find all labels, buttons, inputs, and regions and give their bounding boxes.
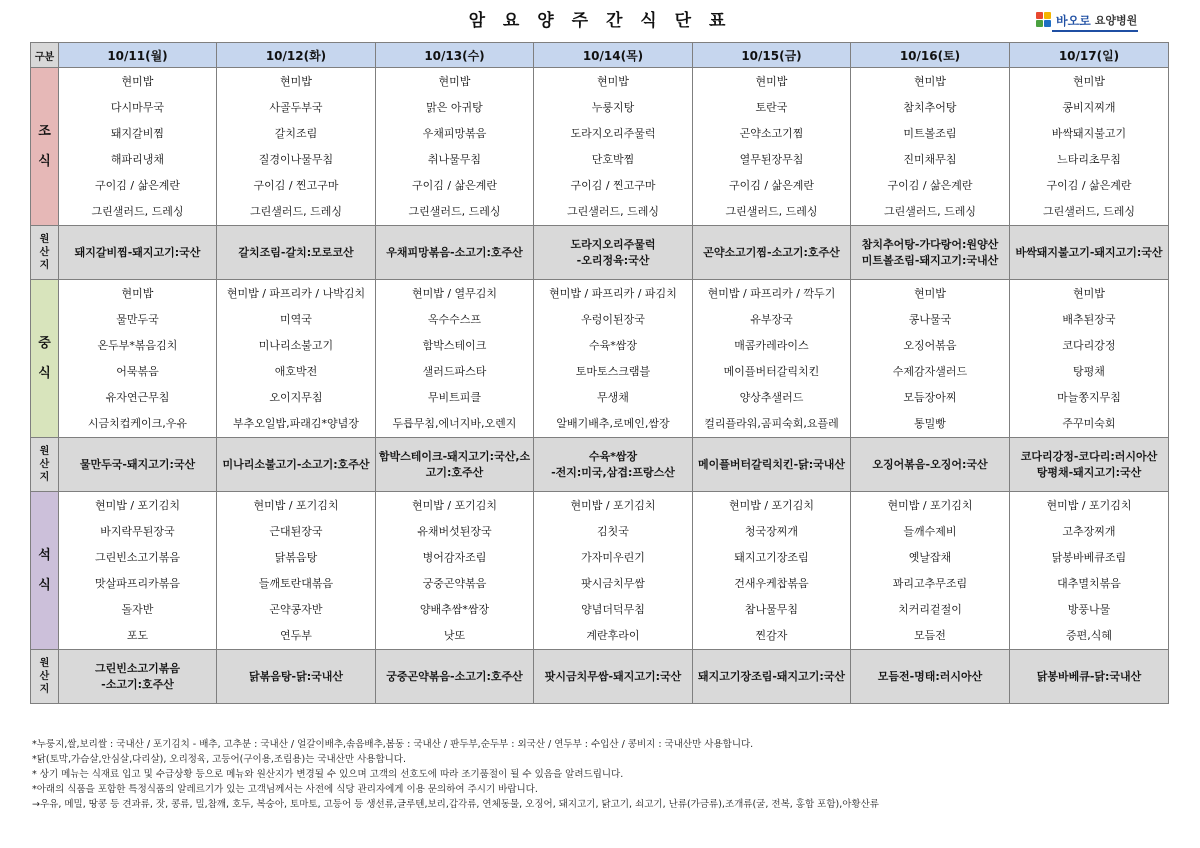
menu-item: 양배추쌈*쌈장 [419,602,490,616]
menu-item: 현미밥 / 포기김치 [411,498,498,512]
menu-item-list [851,69,1009,225]
origin-label-char: 산 [39,247,50,258]
origin-cell [217,650,376,704]
menu-item: 물만두국 [116,312,159,326]
menu-item: 옛날잡채 [908,550,952,564]
menu-item: 우렁이된장국 [581,312,645,326]
menu-item: 매콤카레라이스 [734,338,809,352]
menu-item: 들깨토란대볶음 [258,576,334,590]
origin-line: 오징어볶음-오징어:국산 [872,457,988,471]
logo-name: 바오로 [1056,13,1091,28]
menu-body [31,68,1169,704]
menu-item: 현미밥 / 파프리카 / 파김치 [549,286,677,300]
hospital-logo [1036,9,1137,31]
menu-item-list [534,281,692,437]
menu-item-list [217,69,375,225]
day-menu-cell [851,280,1010,438]
origin-line: 코다리강정-코다리:러시아산 [1020,449,1158,463]
logo-underline [1052,30,1138,32]
origin-cell [534,650,693,704]
notes [32,737,1172,812]
day-menu-cell [693,280,851,438]
origin-line: 닭봉바베큐-닭:국내산 [1036,669,1142,683]
day-header: 10/15(금) [693,43,851,68]
menu-item: 바지락무된장국 [100,524,175,538]
menu-item: 가자미우린기 [581,550,645,564]
origin-label-char: 원 [39,658,50,669]
origin-line: 궁중곤약볶음-소고기:호주산 [386,669,523,683]
day-header: 10/17(일) [1010,43,1169,68]
menu-item: 닭봉바베큐조림 [1051,550,1127,564]
origin-cell [376,438,534,492]
menu-item: 마늘쫑지무침 [1057,390,1121,404]
day-menu-cell [693,492,851,650]
menu-item: 양념더덕무침 [581,602,645,616]
menu-item: 현미밥 / 열무김치 [411,286,498,300]
origin-cell [376,226,534,280]
menu-item: 현미밥 [914,286,946,300]
day-header: 10/16(토) [851,43,1010,68]
menu-item: 해파리냉채 [110,152,165,166]
origin-cell [851,226,1010,280]
menu-item-list [1010,281,1168,437]
menu-item-list [851,281,1009,437]
menu-item: 어묵볶음 [116,364,159,378]
day-menu-cell [59,280,217,438]
day-header: 10/13(수) [376,43,534,68]
day-menu-cell [534,280,693,438]
menu-item-list [693,493,850,649]
origin-line: -전지:미국,삼겹:프랑스산 [551,465,675,479]
menu-item: 그린샐러드, 드레싱 [566,204,659,218]
note-line: *누룽지,쌀,보리쌀 : 국내산 / 포기김치 - 배추, 고추분 : 국내산 / 얼갈이배추,솎음배추,봄동 : 국내산 / 판두부,순두부 : 외국산 / 연두부 : 수입산 / 콩비지 : 국내산만 사용합니다. [32,739,754,750]
day-menu-cell [851,492,1010,650]
day-header: 10/12(화) [217,43,376,68]
day-menu-cell [376,492,534,650]
day-menu-cell [59,68,217,226]
origin-cell [534,226,693,280]
menu-item: 참치추어탕 [903,100,957,114]
meal-label-char: 석 [38,547,51,563]
origin-line: 닭볶음탕-닭:국내산 [249,669,343,683]
menu-item: 돌자반 [121,602,154,616]
menu-item: 진미채무침 [903,152,957,166]
menu-item: 현미밥 [280,74,312,88]
menu-item: 사골두부국 [269,100,323,114]
menu-item: 유채버섯된장국 [417,524,492,538]
menu-item: 코다리강정 [1062,338,1116,352]
menu-item-list [1010,69,1168,225]
menu-item-list [376,69,533,225]
meal-label-char: 중 [38,335,51,351]
origin-cell [534,438,693,492]
origin-cell [693,650,851,704]
menu-item: 토란국 [755,100,788,114]
note-line: *아래의 식품을 포함한 특정식품의 알레르기가 있는 고객님께서는 사전에 식당 관리자에게 이용 문의하여 주시기 바랍니다. [32,784,538,795]
menu-item: 함박스테이크 [422,338,487,352]
menu-item: 토마토스크램블 [575,364,651,378]
menu-item: 고추장찌개 [1062,524,1116,538]
logo-mark-icon [1036,12,1052,28]
menu-item: 그린샐러드, 드레싱 [91,204,184,218]
origin-row [31,438,1169,492]
menu-item: 찐감자 [755,628,788,642]
origin-line: 참치추어탕-가다랑어:원양산 [861,237,999,251]
menu-item: 그린빈소고기볶음 [94,550,180,564]
origin-line: 팟시금치무쌈-돼지고기:국산 [544,669,682,683]
menu-item: 현미밥 / 포기김치 [570,498,656,512]
menu-item: 온두부*볶음김치 [97,338,178,352]
menu-item: 두릅무침,에너지바,오렌지 [392,416,517,430]
menu-item-list [1010,493,1168,649]
menu-item: 구이김 / 삶은계란 [411,178,498,192]
origin-line: 물만두국-돼지고기:국산 [79,457,196,471]
origin-cell [693,438,851,492]
menu-item: 양상추샐러드 [739,390,804,404]
menu-item-list [217,281,375,437]
dinner-label [31,492,59,650]
origin-line: 고기:호주산 [425,465,484,479]
origin-label-char: 원 [39,234,50,245]
menu-item: 닭볶음탕 [274,550,318,564]
day-menu-cell [217,492,376,650]
origin-label-char: 원 [39,446,50,457]
menu-item: 구이김 / 찐고구마 [253,178,339,192]
menu-item-list [217,493,375,649]
day-menu-cell [1010,492,1169,650]
menu-item: 연두부 [280,628,312,642]
header-row [31,43,1169,68]
origin-label [31,650,59,704]
origin-line: 모듬전-명태:러시아산 [877,669,983,683]
menu-item: 다시마무국 [110,100,165,114]
origin-cell [693,226,851,280]
meal-label-char: 식 [38,577,51,593]
menu-item: 구이김 / 삶은계란 [887,178,973,192]
menu-item: 치커리겉절이 [898,602,962,616]
day-menu-cell [217,280,376,438]
origin-cell [376,650,534,704]
menu-item: 바싹돼지불고기 [1051,126,1127,140]
menu-item: 곤약콩자반 [269,602,323,616]
menu-item: 열무된장무침 [739,152,804,166]
menu-item-list [59,281,216,437]
origin-label [31,438,59,492]
menu-item: 모듬전 [914,628,946,642]
menu-item: 유자연근무침 [105,390,170,404]
menu-item: 팟시금치무쌈 [581,576,645,590]
menu-item: 구이김 / 삶은계란 [1046,178,1132,192]
origin-label-char: 지 [39,260,50,271]
day-menu-cell [376,280,534,438]
menu-item: 곤약소고기찜 [739,126,804,140]
menu-item: 부추오일밥,파래김*양념장 [233,416,359,430]
menu-item: 현미밥 [121,286,154,300]
menu-item: 그린샐러드, 드레싱 [725,204,818,218]
menu-item: 궁중곤약볶음 [422,576,487,590]
meal-row [31,68,1169,226]
menu-item: 돼지고기장조림 [734,550,809,564]
menu-item: 그린샐러드, 드레싱 [249,204,342,218]
menu-item: 그린샐러드, 드레싱 [1042,204,1135,218]
day-menu-cell [693,68,851,226]
origin-cell [1010,226,1169,280]
note-line: →우유, 메밀, 땅콩 등 견과류, 잣, 콩류, 밀,참깨, 호두, 복숭아, 토마토, 고등어 등 생선류,글루텐,보리,갑각류, 연체동물, 오징어, 돼지고기, 닭고기, 쇠고기, 난류(가금류),조개류(굴, 전복, 홍합 포함),아황산류 [32,799,879,810]
menu-item: 누룽지탕 [591,100,635,114]
menu-item: 수육*쌈장 [588,338,637,352]
origin-label [31,226,59,280]
menu-item: 취나물무침 [427,152,482,166]
origin-line: 돼지고기장조림-돼지고기:국산 [697,669,846,683]
menu-item: 맑은 아귀탕 [426,100,483,114]
origin-line: 수육*쌈장 [588,449,638,463]
day-menu-cell [59,492,217,650]
menu-item: 애호박전 [274,364,318,378]
breakfast-label [31,68,59,226]
menu-item: 맛살파프리카볶음 [94,576,180,590]
origin-label-char: 산 [39,671,50,682]
menu-item: 현미밥 [438,74,471,88]
origin-line: 도라지오리주물럭 [570,237,656,251]
menu-item: 현미밥 / 포기김치 [253,498,339,512]
day-menu-cell [217,68,376,226]
menu-item: 미역국 [280,312,312,326]
menu-item: 현미밥 [755,74,788,88]
menu-item: 들깨수제비 [903,524,957,538]
menu-item: 콩나물국 [908,312,952,326]
note-line: * 상기 메뉴는 식재료 입고 및 수급상황 등으로 메뉴와 원산지가 변경될 수 있으며 고객의 선호도에 따라 조기품절이 될 수 있음을 알려드립니다. [32,769,624,780]
menu-item: 알배기배추,로메인,쌈장 [556,416,670,430]
menu-item: 통밀빵 [914,416,946,430]
origin-label-char: 산 [39,459,50,470]
menu-item: 컬리플라워,곰피숙회,요플레 [704,416,839,430]
menu-item: 현미밥 / 포기김치 [1046,498,1132,512]
menu-item: 현미밥 / 포기김치 [94,498,181,512]
menu-item: 주꾸미숙회 [1062,416,1116,430]
origin-line: 탕평채-돼지고기:국산 [1036,465,1142,479]
menu-item: 참나물무침 [744,602,799,616]
meal-label-char: 식 [38,153,51,169]
menu-item: 오이지무침 [269,390,323,404]
gubun-header: 구분 [31,43,59,68]
menu-item: 돼지갈비찜 [110,126,165,140]
menu-item: 현미밥 / 파프리카 / 나박김치 [226,286,366,300]
meal-row [31,280,1169,438]
menu-item: 건새우케찹볶음 [734,576,809,590]
menu-item: 무생채 [597,390,629,404]
origin-cell [217,226,376,280]
menu-item: 샐러드파스타 [422,364,487,378]
day-menu-cell [1010,280,1169,438]
menu-item-list [534,493,692,649]
origin-line: -오리정육:국산 [576,253,650,267]
menu-item: 낫또 [443,628,466,642]
menu-item: 미트볼조림 [903,126,957,140]
menu-item: 탕평채 [1073,364,1105,378]
origin-label-char: 지 [39,684,50,695]
origin-line: 그린빈소고기볶음 [94,661,180,675]
origin-cell [217,438,376,492]
menu-item: 느타리초무침 [1057,152,1121,166]
note-line: *닭(토막,가슴살,안심살,다리살), 오리정육, 고등어(구이용,조림용)는 국내산만 사용합니다. [32,754,406,765]
day-menu-cell [376,68,534,226]
origin-line: 돼지갈비찜-돼지고기:국산 [74,245,201,259]
origin-label-char: 지 [39,472,50,483]
origin-line: 곤약소고기찜-소고기:호주산 [703,245,840,259]
menu-item: 도라지오리주물럭 [570,126,656,140]
menu-item: 구이김 / 찐고구마 [570,178,656,192]
origin-cell [1010,650,1169,704]
menu-item-list [376,281,533,437]
meal-label-char: 조 [38,123,51,139]
menu-item: 수제감자샐러드 [892,364,968,378]
menu-item-list [693,69,850,225]
origin-cell [1010,438,1169,492]
origin-line: 함박스테이크-돼지고기:국산,소 [378,449,531,463]
origin-row [31,650,1169,704]
menu-item-list [534,69,692,225]
day-menu-cell [534,492,693,650]
menu-item: 근대된장국 [269,524,323,538]
origin-cell [851,650,1010,704]
origin-line: 갈치조림-갈치:모로코산 [238,245,354,259]
origin-line: 미나리소불고기-소고기:호주산 [222,457,370,471]
menu-item: 우채피망볶음 [422,126,487,140]
meal-label-char: 식 [38,365,51,381]
menu-item: 증편,식혜 [1065,628,1112,642]
menu-item-list [59,493,216,649]
menu-item: 현미밥 [1073,286,1105,300]
origin-line: 바싹돼지불고기-돼지고기:국산 [1015,245,1163,259]
menu-item: 현미밥 / 포기김치 [887,498,973,512]
origin-line: 미트볼조림-돼지고기:국내산 [861,253,999,267]
menu-item-list [376,493,533,649]
menu-item: 구이김 / 삶은계란 [94,178,181,192]
menu-item: 배추된장국 [1062,312,1116,326]
origin-cell [851,438,1010,492]
menu-item: 무비트피클 [427,390,482,404]
menu-item: 그린샐러드, 드레싱 [408,204,501,218]
menu-item: 포도 [126,628,149,642]
day-menu-cell [851,68,1010,226]
menu-item: 콩비지찌개 [1062,100,1116,114]
menu-item-list [59,69,216,225]
page-title: 암 요 양 주 간 식 단 표 [468,11,732,31]
menu-item: 현미밥 / 파프리카 / 깍두기 [707,286,836,300]
menu-item: 대추멸치볶음 [1057,576,1121,590]
origin-cell [59,438,217,492]
menu-item: 현미밥 [914,74,946,88]
day-header: 10/14(목) [534,43,693,68]
menu-item: 꽈리고추무조림 [892,576,968,590]
menu-item: 메이플버터갈릭치킨 [723,364,820,378]
menu-item: 현미밥 [121,74,154,88]
menu-item: 질경이나물무침 [258,152,334,166]
menu-item: 모듬장아찌 [903,390,957,404]
origin-line: 우채피망볶음-소고기:호주산 [386,245,523,259]
menu-item: 청국장찌개 [744,524,799,538]
menu-item: 계란후라이 [586,628,640,642]
origin-line: 메이플버터갈릭치킨-닭:국내산 [697,457,846,471]
menu-item: 병어감자조림 [422,550,487,564]
meal-row [31,492,1169,650]
origin-cell [59,226,217,280]
menu-item: 옥수수스프 [427,312,482,326]
origin-line: -소고기:호주산 [101,677,174,691]
menu-item: 현미밥 [1073,74,1105,88]
origin-cell [59,650,217,704]
menu-item: 유부장국 [750,312,793,326]
menu-item: 현미밥 [597,74,629,88]
menu-item: 김칫국 [597,524,629,538]
origin-row [31,226,1169,280]
menu-item: 미나리소불고기 [258,338,334,352]
menu-item: 오징어볶음 [903,338,957,352]
menu-item: 갈치조림 [274,126,318,140]
lunch-label [31,280,59,438]
weekly-menu-table [30,42,1169,704]
menu-item-list [851,493,1009,649]
logo-subtitle: 요양병원 [1094,14,1138,27]
menu-item-list [693,281,850,437]
menu-item: 그린샐러드, 드레싱 [883,204,976,218]
menu-item: 구이김 / 삶은계란 [728,178,815,192]
menu-item: 시금치컵케이크,우유 [87,416,188,430]
menu-item: 방풍나물 [1067,602,1111,616]
day-menu-cell [534,68,693,226]
menu-item: 현미밥 / 포기김치 [728,498,815,512]
menu-item: 단호박찜 [591,152,635,166]
day-header: 10/11(월) [59,43,217,68]
day-menu-cell [1010,68,1169,226]
